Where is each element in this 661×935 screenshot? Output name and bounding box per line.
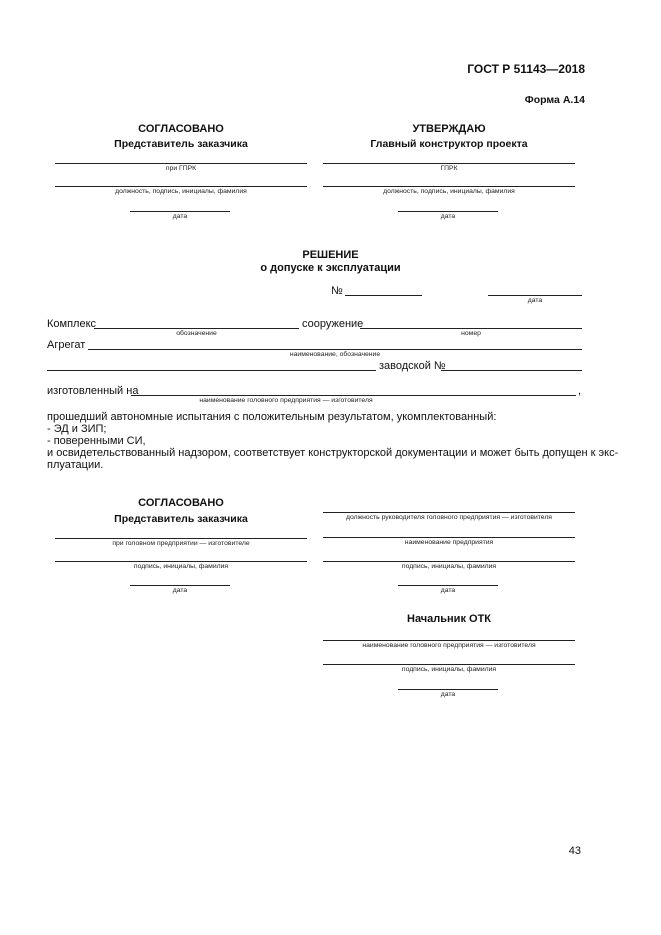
line-caption: ГПРК xyxy=(440,165,458,172)
signature-line[interactable] xyxy=(323,640,575,641)
line-caption: при ГПРК xyxy=(165,165,197,172)
customer-representative-label: Представитель заказчика xyxy=(114,138,248,150)
line-caption: дата xyxy=(440,213,456,220)
line-caption: обозначение xyxy=(176,330,217,337)
form-number: Форма А.14 xyxy=(524,94,585,106)
decision-date-field[interactable] xyxy=(488,295,582,296)
manufacturer-field[interactable] xyxy=(131,395,576,396)
line-caption: наименование головного предприятия — изготовителя xyxy=(199,397,373,404)
signature-line[interactable] xyxy=(55,538,307,539)
unit-field[interactable] xyxy=(88,349,582,350)
unit-label: Агрегат xyxy=(47,339,86,351)
decision-number-field[interactable] xyxy=(345,295,422,296)
otk-title: Начальник ОТК xyxy=(407,613,491,625)
body-line: - поверенными СИ, xyxy=(47,435,146,447)
line-caption: дата xyxy=(172,587,188,594)
manufactured-label: изготовленный на xyxy=(47,385,139,397)
structure-label: сооружение xyxy=(302,318,364,330)
line-caption: наименование, обозначение xyxy=(289,351,381,358)
signature-line[interactable] xyxy=(323,664,575,665)
line-caption: должность, подпись, инициалы, фамилия xyxy=(383,188,515,195)
signature-line[interactable] xyxy=(55,561,307,562)
signature-line[interactable] xyxy=(323,186,575,187)
number-label: № xyxy=(331,285,343,297)
line-caption: дата xyxy=(527,297,543,304)
signature-line[interactable] xyxy=(323,561,575,562)
body-line: и освидетельствованный надзором, соответствует конструкторской документации и может быть допущен к экс- xyxy=(47,447,619,459)
signature-line[interactable] xyxy=(323,512,575,513)
structure-field[interactable] xyxy=(360,328,582,329)
line-caption: при головном предприятии — изготовителе xyxy=(112,540,250,547)
date-line[interactable] xyxy=(130,211,230,212)
signature-line[interactable] xyxy=(323,163,575,164)
line-caption: подпись, инициалы, фамилия xyxy=(401,563,497,570)
date-line[interactable] xyxy=(130,585,230,586)
line-caption: номер xyxy=(461,330,481,337)
complex-field[interactable] xyxy=(94,328,299,329)
line-caption: дата xyxy=(172,213,188,220)
date-line[interactable] xyxy=(398,689,498,690)
line-caption: наименование головного предприятия — изготовителя xyxy=(362,642,536,649)
serial-field[interactable] xyxy=(441,370,582,371)
serial-label: заводской № xyxy=(379,360,446,372)
standard-code: ГОСТ Р 51143—2018 xyxy=(467,62,585,76)
signature-line[interactable] xyxy=(55,186,307,187)
body-line: прошедший автономные испытания с положительным результатом, укомплектованный: xyxy=(47,411,497,423)
complex-label: Комплекс xyxy=(47,318,97,330)
unit-continuation-field[interactable] xyxy=(47,370,376,371)
customer-representative-label: Представитель заказчика xyxy=(114,513,248,525)
line-caption: должность, подпись, инициалы, фамилия xyxy=(115,188,247,195)
comma: , xyxy=(578,385,582,397)
chief-designer-label: Главный конструктор проекта xyxy=(370,138,528,150)
body-line: - ЭД и ЗИП; xyxy=(47,423,107,435)
line-caption: наименование предприятия xyxy=(404,539,494,546)
line-caption: должность руководителя головного предприятия — изготовителя xyxy=(346,514,552,521)
approved-title: СОГЛАСОВАНО xyxy=(138,497,224,509)
date-line[interactable] xyxy=(398,211,498,212)
signature-line[interactable] xyxy=(323,537,575,538)
approve-title: УТВЕРЖДАЮ xyxy=(412,123,486,135)
page-number: 43 xyxy=(568,845,581,857)
body-line: плуатации. xyxy=(47,459,104,471)
line-caption: дата xyxy=(440,691,456,698)
line-caption: подпись, инициалы, фамилия xyxy=(133,563,229,570)
decision-title: РЕШЕНИЕ xyxy=(302,249,359,261)
decision-subtitle: о допуске к эксплуатации xyxy=(260,262,401,274)
signature-line[interactable] xyxy=(55,163,307,164)
line-caption: подпись, инициалы, фамилия xyxy=(401,666,497,673)
approved-title: СОГЛАСОВАНО xyxy=(138,123,224,135)
line-caption: дата xyxy=(440,587,456,594)
date-line[interactable] xyxy=(398,585,498,586)
